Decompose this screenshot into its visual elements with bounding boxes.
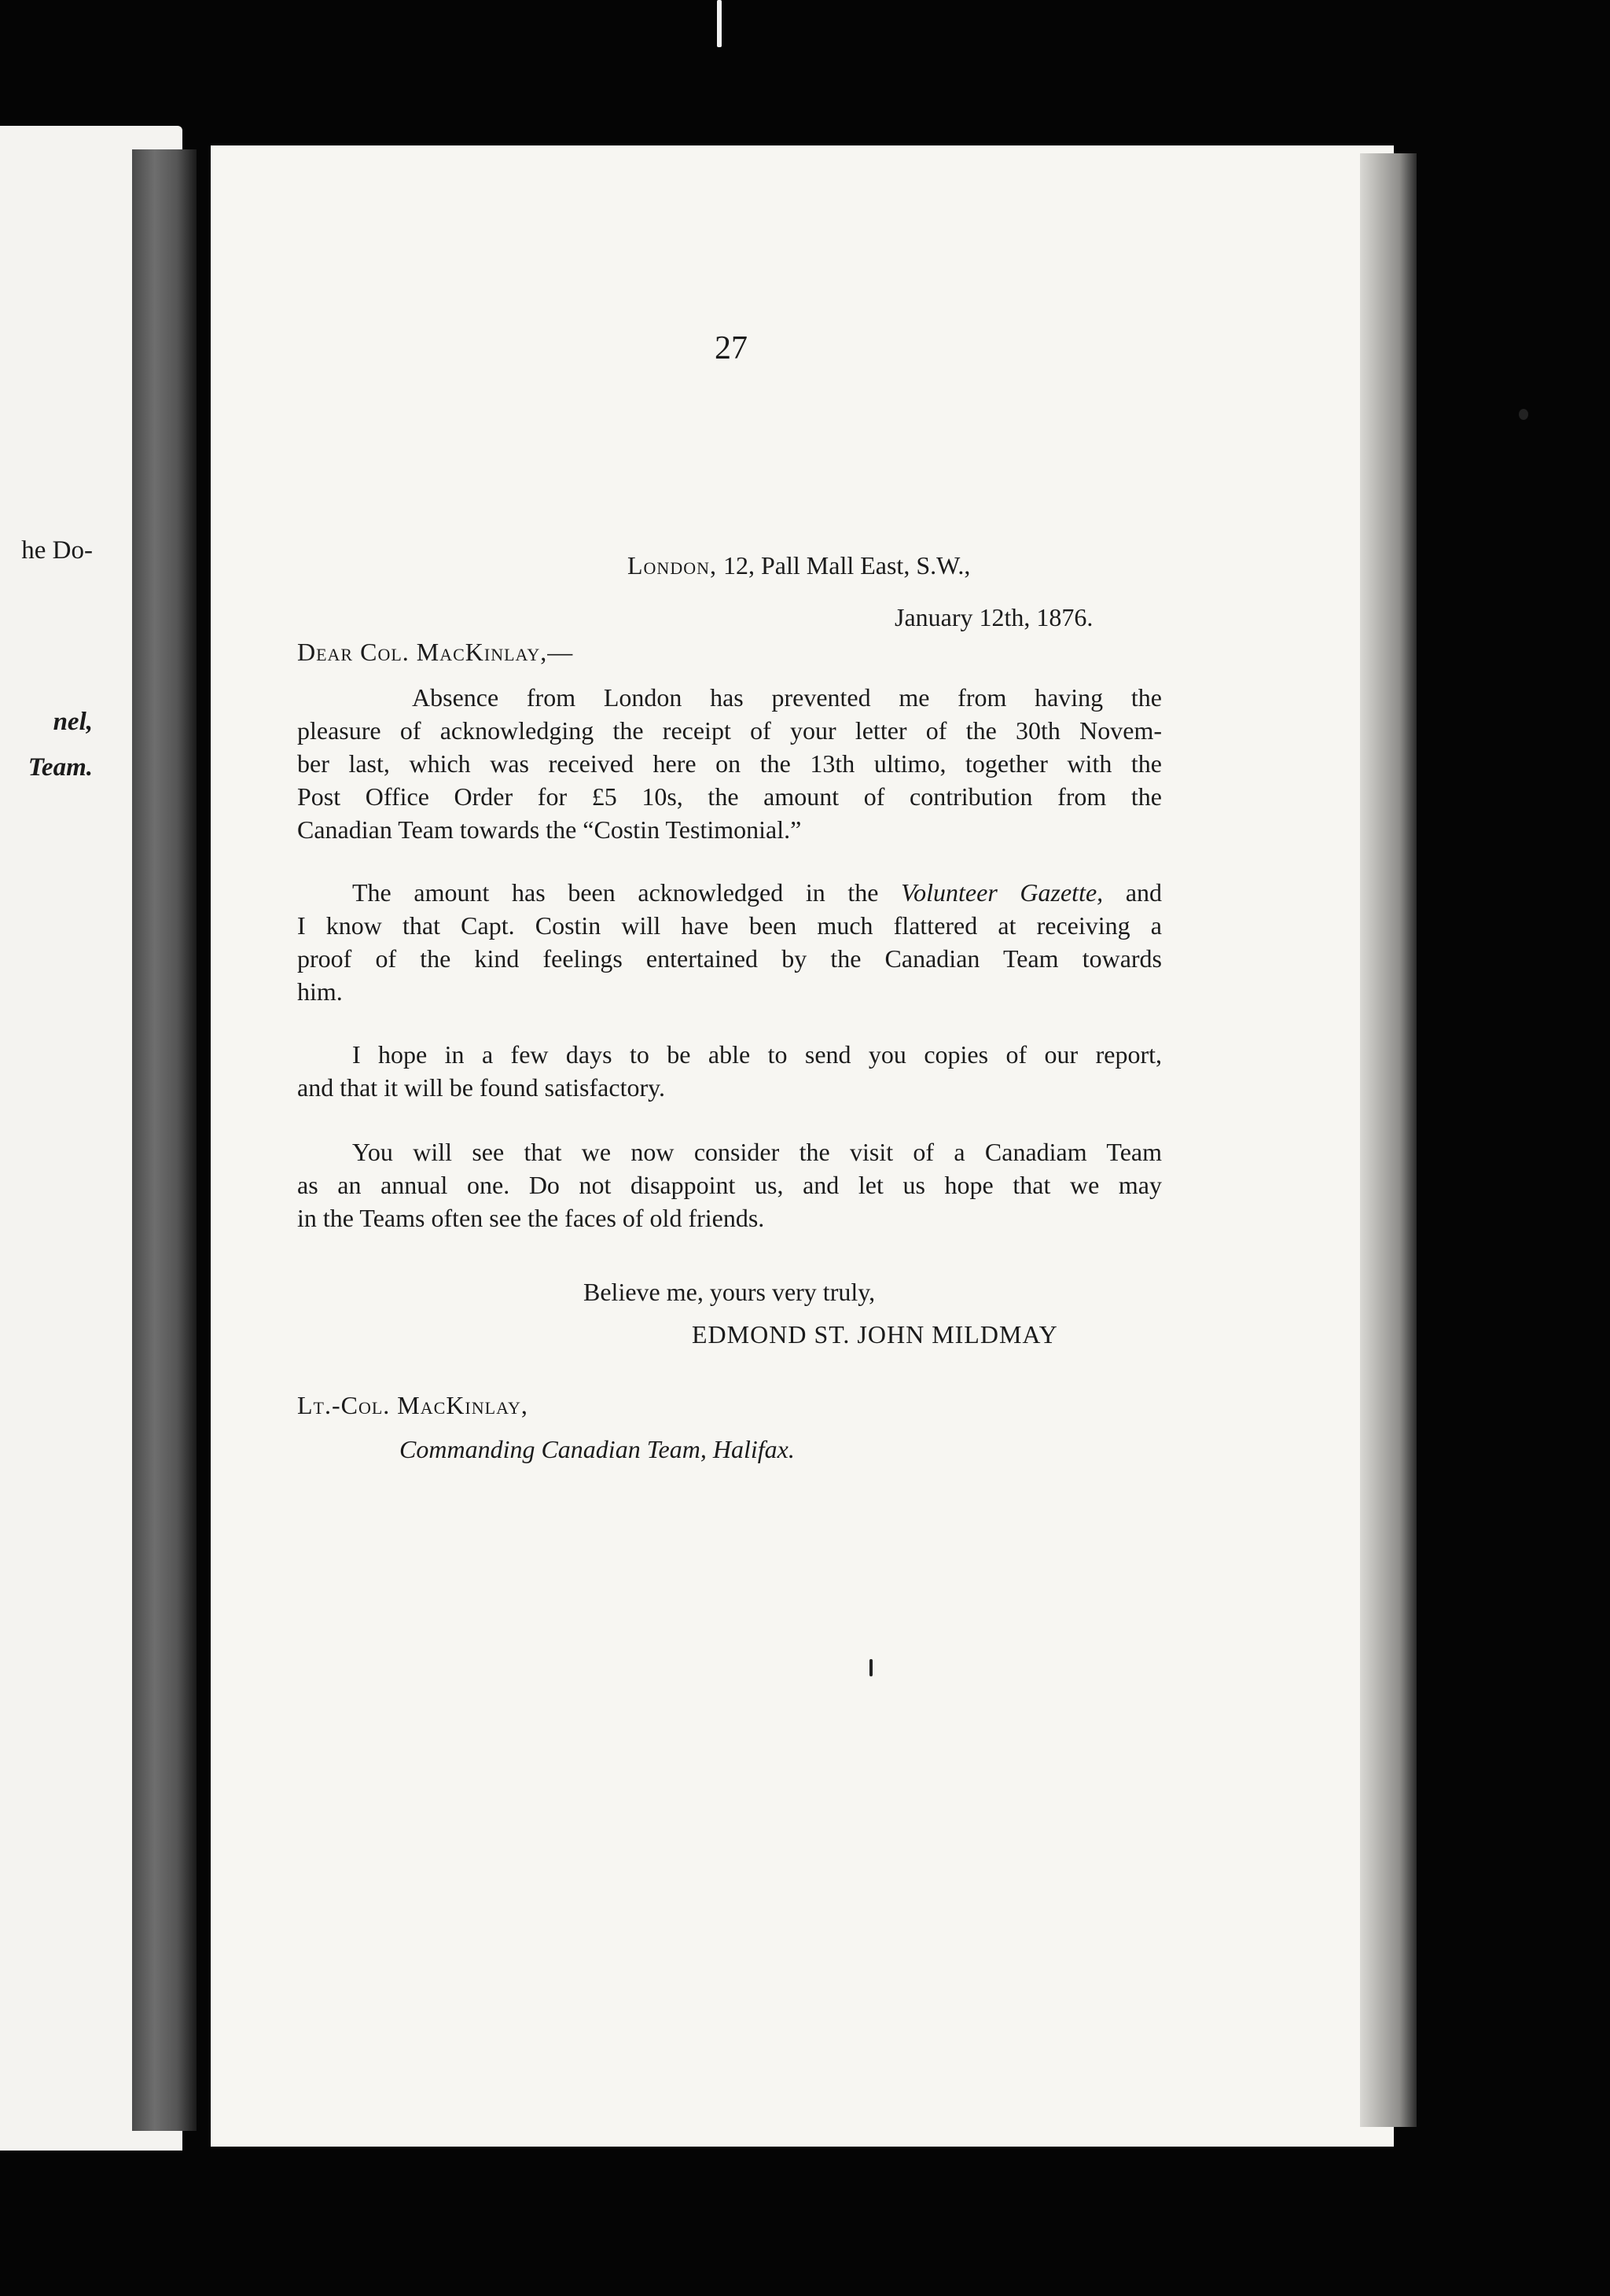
paragraph-line: proof of the kind feelings entertained by the Canadian Team towards xyxy=(297,944,1162,973)
previous-page-fragment: he Do- xyxy=(21,536,93,565)
letter-paragraph xyxy=(297,681,1162,846)
book-gutter xyxy=(132,149,197,2131)
scan-speck xyxy=(717,0,722,47)
paragraph-line: Canadian Team towards the “Costin Testimonial.” xyxy=(297,815,802,844)
previous-page-fragment: Team. xyxy=(28,753,93,782)
paragraph-line: You will see that we now consider the visit of a Canadiam Team xyxy=(352,1138,1162,1166)
letter-paragraph xyxy=(297,876,1162,1008)
letter-address-place: London, xyxy=(627,551,717,580)
letter-signature: EDMOND ST. JOHN MILDMAY xyxy=(692,1320,1058,1349)
page-edge xyxy=(1360,153,1417,2127)
letter-paragraph xyxy=(297,1135,1162,1234)
previous-page-fragment: nel, xyxy=(53,708,93,736)
paragraph-line: The amount has been acknowledged in the xyxy=(352,878,902,907)
addressee-title: Commanding Canadian Team, Halifax. xyxy=(399,1435,795,1463)
letter-address-street: 12, Pall Mall East, S.W., xyxy=(717,551,971,580)
addressee-name: Lt.-Col. MacKinlay, xyxy=(297,1391,528,1419)
scan-speck xyxy=(1519,409,1528,420)
letter-paragraph xyxy=(297,1038,1162,1104)
paragraph-line: I hope in a few days to be able to send you copies of our report, xyxy=(352,1040,1162,1069)
letter-address xyxy=(627,549,970,582)
paragraph-line: pleasure of acknowledging the receipt of your letter of the 30th Novem- xyxy=(297,716,1162,745)
page-number: 27 xyxy=(715,330,748,366)
letter-salutation: Dear Col. MacKinlay,— xyxy=(297,638,574,666)
paragraph-line: as an annual one. Do not disappoint us, and let us hope that we may xyxy=(297,1171,1162,1199)
paragraph-line: Post Office Order for £5 10s, the amount of contribution from the xyxy=(297,782,1162,811)
paragraph-line: and that it will be found satisfactory. xyxy=(297,1073,666,1102)
letter-closing: Believe me, yours very truly, xyxy=(583,1278,876,1306)
paragraph-line: Absence from London has prevented me from having the xyxy=(412,683,1162,712)
letter-date: January 12th, 1876. xyxy=(895,603,1094,631)
paragraph-line: and xyxy=(1103,878,1163,907)
scan-speck xyxy=(869,1659,873,1676)
paragraph-line: I know that Capt. Costin will have been much flattered at receiving a xyxy=(297,911,1162,940)
publication-title: Volunteer Gazette, xyxy=(901,878,1104,907)
paragraph-line: ber last, which was received here on the 13th ultimo, together with the xyxy=(297,749,1162,778)
paragraph-line: him. xyxy=(297,977,343,1006)
paragraph-line: in the Teams often see the faces of old friends. xyxy=(297,1204,765,1232)
